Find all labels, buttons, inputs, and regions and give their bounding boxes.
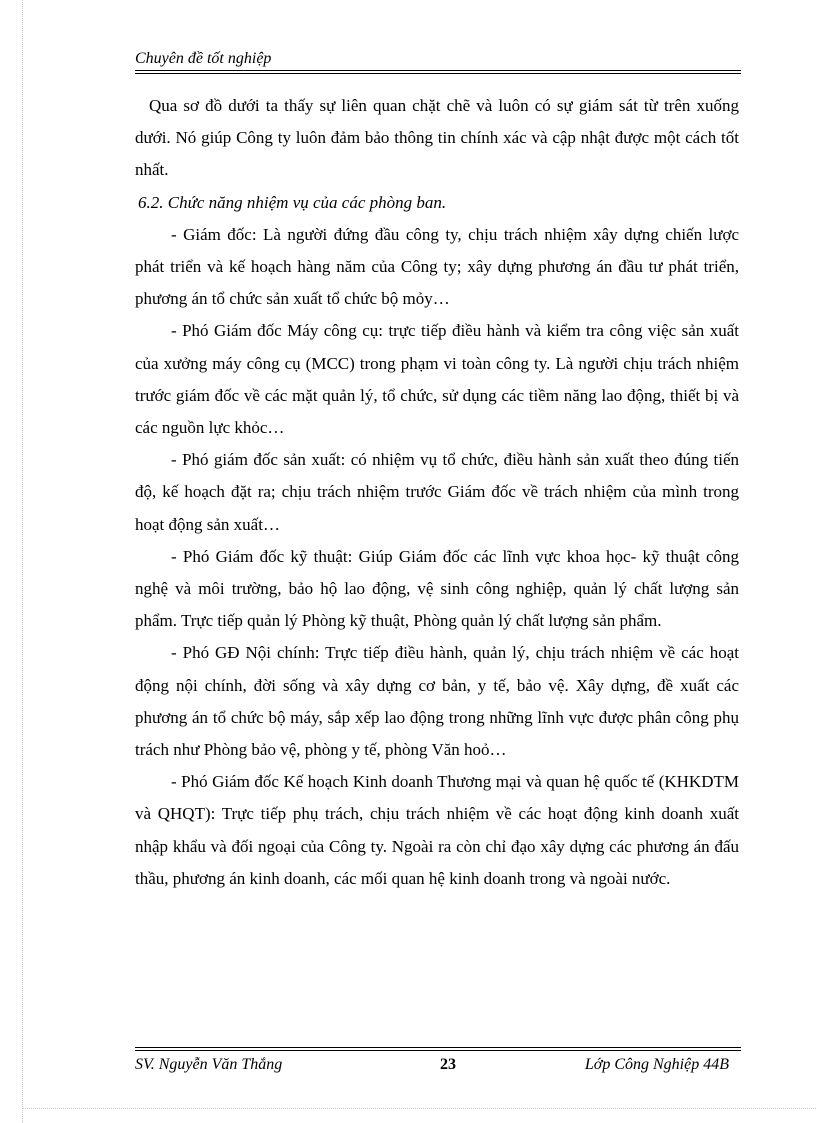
footer-author: SV. Nguyễn Văn Thắng [135, 1056, 283, 1073]
header-title: Chuyên đề tốt nghiệp [135, 50, 272, 67]
page-header [135, 49, 741, 74]
paragraph-deputy-machine-tools: - Phó Giám đốc Máy công cụ: trực tiếp điều hành và kiểm tra công việc sản xuất của xưởng máy công cụ (MCC) trong phạm vi toàn công ty. Là người chịu trách nhiệm trước giám đốc về các mặt quản lý, tổ chức, sử dụng các tiềm năng lao động, thiết bị và các nguồn lực khỏc… [135, 321, 739, 438]
page-number: 23 [440, 1056, 456, 1073]
paragraph-deputy-technical: - Phó Giám đốc kỹ thuật: Giúp Giám đốc các lĩnh vực khoa học- kỹ thuật công nghệ và môi trường, bảo hộ lao động, vệ sinh công nghiệp, quản lý chất lượng sản phẩm. Trực tiếp quản lý Phòng kỹ thuật, Phòng quản lý chất lượng sản phẩm. [135, 546, 739, 631]
paragraph-deputy-business-planning: - Phó Giám đốc Kế hoạch Kinh doanh Thương mại và quan hệ quốc tế (KHKDTM và QHQT): Trực tiếp phụ trách, chịu trách nhiệm về các hoạt động kinh doanh xuất nhập khẩu và đối ngoại của Công ty. Ngoài ra còn chỉ đạo xây dựng các phương án đấu thầu, phương án kinh doanh, các mối quan hệ kinh doanh trong và ngoài nước. [135, 772, 739, 888]
section-heading: 6.2. Chức năng nhiệm vụ của các phòng ban. [138, 192, 447, 212]
page-border-left [22, 0, 23, 1123]
paragraph-director: - Giám đốc: Là người đứng đầu công ty, chịu trách nhiệm xây dựng chiến lược phát triển và kế hoạch hàng năm của Công ty; xây dựng phương án đầu tư phát triển, phương án tổ chức sản xuất tổ chức bộ mỏy… [135, 224, 739, 309]
document-body [135, 90, 739, 895]
footer-class-name: Lớp Công Nghiệp 44B [584, 1056, 729, 1073]
paragraph-deputy-internal-affairs: - Phó GĐ Nội chính: Trực tiếp điều hành, quản lý, chịu trách nhiệm về các hoạt động nội chính, đời sống và xây dựng cơ bản, y tế, bảo vệ. Xây dựng, đề xuất các phương án tổ chức bộ máy, sắp xếp lao động trong những lĩnh vực được phân công phụ trách như Phòng bảo vệ, phòng y tế, phòng Văn hoỏ… [135, 643, 739, 760]
header-double-rule [135, 70, 741, 74]
footer-double-rule [135, 1047, 741, 1051]
page-border-bottom [22, 1108, 816, 1109]
footer-row [135, 1054, 741, 1076]
paragraph-deputy-production: - Phó giám đốc sản xuất: có nhiệm vụ tổ chức, điều hành sản xuất theo đúng tiến độ, kế hoạch đặt ra; chịu trách nhiệm trước Giám đốc về trách nhiệm của mình trong hoạt động sản xuất… [135, 450, 739, 534]
intro-paragraph: Qua sơ đồ dưới ta thấy sự liên quan chặt chẽ và luôn có sự giám sát từ trên xuống dưới. Nó giúp Công ty luôn đảm bảo thông tin chính xác và cập nhật được một cách tốt nhất. [135, 96, 739, 180]
page-footer [135, 1047, 741, 1076]
